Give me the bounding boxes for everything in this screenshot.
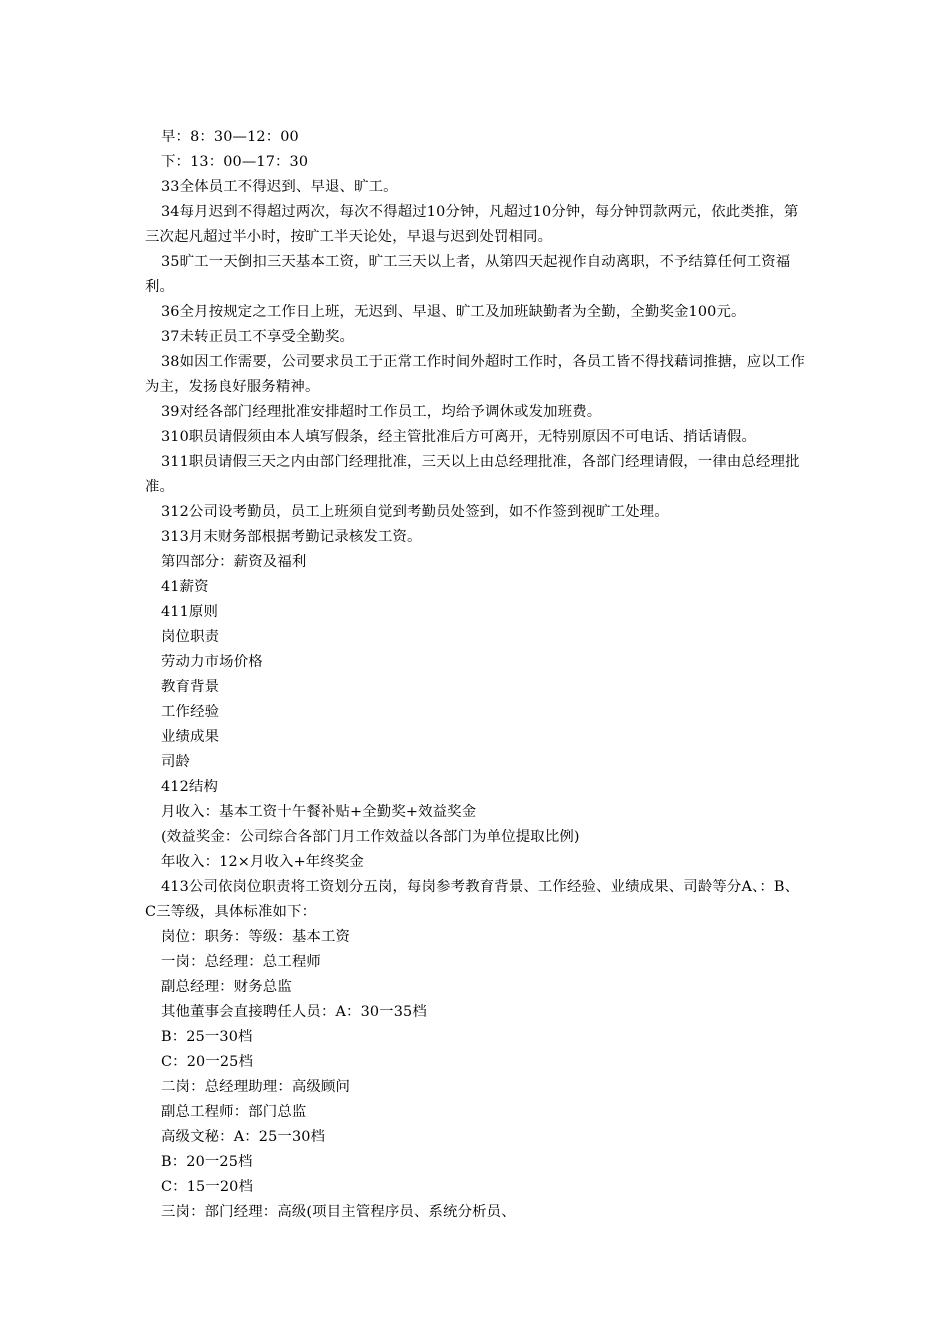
- clause-3-11: 311职员请假三天之内由部门经理批准，三天以上由总经理批准，各部门经理请假，一律由总经理批准。: [145, 454, 800, 495]
- salary-line: 三岗：部门经理：高级(项目主管程序员、系统分析员、: [161, 1204, 516, 1220]
- principle-item: 工作经验: [161, 704, 220, 720]
- text-line-morning-hours: 早：8：30—12：00: [161, 129, 299, 145]
- document-body: [145, 125, 805, 1225]
- text-line-annual-income: 年收入：12×月收入+年终奖金: [161, 854, 364, 870]
- salary-line: C：20一25档: [161, 1054, 254, 1070]
- text-line-monthly-income: 月收入：基本工资十午餐补贴+全勤奖+效益奖金: [161, 804, 477, 820]
- principle-item: 业绩成果: [161, 729, 220, 745]
- subsection-4-1-1: 411原则: [161, 604, 218, 620]
- salary-line: 副总工程师：部门总监: [161, 1104, 307, 1120]
- text-line-afternoon-hours: 下：13：00—17：30: [161, 154, 309, 170]
- subsection-4-1-2: 412结构: [161, 779, 218, 795]
- clause-3-5: 35旷工一天倒扣三天基本工资，旷工三天以上者，从第四天起视作自动离职，不予结算任何工资福利。: [145, 254, 791, 295]
- clause-3-13: 313月末财务部根据考勤记录核发工资。: [161, 529, 422, 545]
- subsection-4-1: 41薪资: [161, 579, 209, 595]
- clause-3-8: 38如因工作需要，公司要求员工于正常工作时间外超时工作时，各员工皆不得找藉词推搪，应以工作为主，发扬良好服务精神。: [145, 354, 805, 395]
- salary-line: B：20一25档: [161, 1154, 253, 1170]
- section-heading-part-4: 第四部分：薪资及福利: [161, 554, 307, 570]
- salary-line: 副总经理：财务总监: [161, 979, 292, 995]
- principle-item: 劳动力市场价格: [161, 654, 263, 670]
- salary-header-line: 岗位：职务：等级：基本工资: [161, 929, 351, 945]
- clause-3-6: 36全月按规定之工作日上班，无迟到、早退、旷工及加班缺勤者为全勤，全勤奖金100元。: [161, 304, 746, 320]
- salary-line: C：15一20档: [161, 1179, 254, 1195]
- principle-item: 岗位职责: [161, 629, 220, 645]
- salary-line: 高级文秘：A：25一30档: [161, 1129, 326, 1145]
- clause-4-1-3: 413公司依岗位职责将工资划分五岗，每岗参考教育背景、工作经验、业绩成果、司龄等分A、：B、C三等级，具体标准如下：: [145, 879, 800, 920]
- clause-3-9: 39对经各部门经理批准安排超时工作员工，均给予调休或发加班费。: [161, 404, 602, 420]
- salary-line: 一岗：总经理：总工程师: [161, 954, 321, 970]
- salary-line: B：25一30档: [161, 1029, 253, 1045]
- clause-3-12: 312公司设考勤员，员工上班须自觉到考勤员处签到，如不作签到视旷工处理。: [161, 504, 669, 520]
- clause-3-4: 34每月迟到不得超过两次，每次不得超过10分钟，凡超过10分钟，每分钟罚款两元，依此类推，第三次起凡超过半小时，按旷工半天论处，早退与迟到处罚相同。: [145, 204, 799, 245]
- clause-3-3: 33全体员工不得迟到、早退、旷工。: [161, 179, 398, 195]
- clause-3-10: 310职员请假须由本人填写假条，经主管批准后方可离开，无特别原因不可电话、捎话请假。: [161, 429, 757, 445]
- salary-line: 其他董事会直接聘任人员：A：30一35档: [161, 1004, 427, 1020]
- clause-3-7: 37未转正员工不享受全勤奖。: [161, 329, 355, 345]
- text-line-bonus-note: (效益奖金：公司综合各部门月工作效益以各部门为单位提取比例): [161, 829, 580, 845]
- principle-item: 司龄: [161, 754, 191, 770]
- salary-line: 二岗：总经理助理：高级顾问: [161, 1079, 351, 1095]
- principle-item: 教育背景: [161, 679, 220, 695]
